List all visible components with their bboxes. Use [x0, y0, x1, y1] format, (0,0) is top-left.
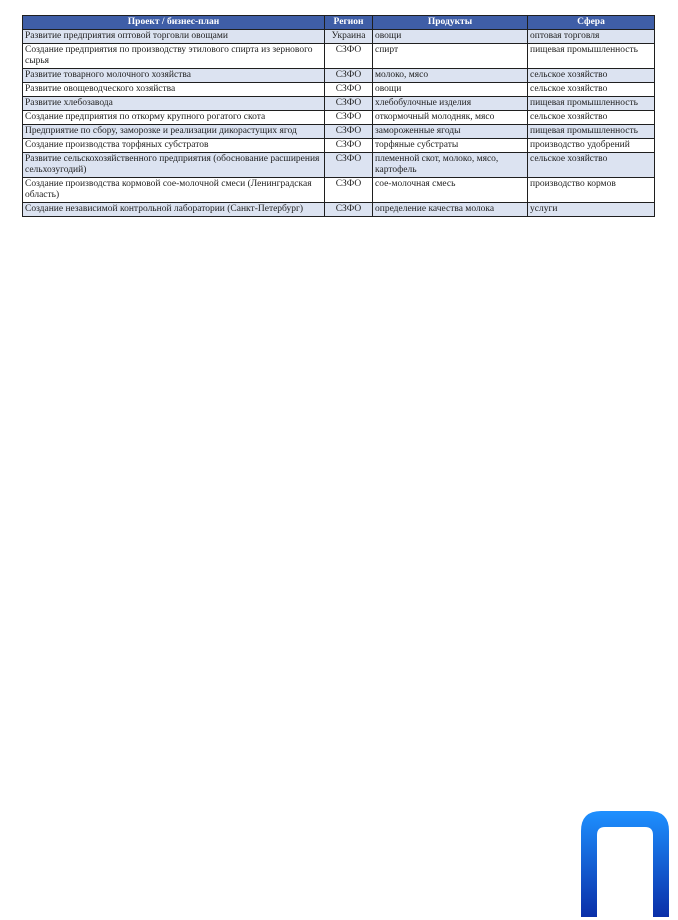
cell-region: СЗФО: [325, 178, 373, 203]
cell-region: СЗФО: [325, 125, 373, 139]
cell-project: Создание производства кормовой сое-молочной смеси (Ленинградская область): [23, 178, 325, 203]
table-row: [23, 44, 655, 69]
table-row: [23, 30, 655, 44]
cell-project: Развитие хлебозавода: [23, 97, 325, 111]
table-row: [23, 203, 655, 217]
header-region: Регион: [325, 16, 373, 30]
cell-region: СЗФО: [325, 44, 373, 69]
cell-sphere: сельское хозяйство: [528, 83, 655, 97]
table-row: [23, 97, 655, 111]
projects-table-container: [22, 15, 654, 217]
cell-sphere: оптовая торговля: [528, 30, 655, 44]
table-row: [23, 139, 655, 153]
brand-logo-icon: [579, 809, 671, 917]
cell-sphere: пищевая промышленность: [528, 125, 655, 139]
cell-project: Развитие товарного молочного хозяйства: [23, 69, 325, 83]
cell-region: СЗФО: [325, 83, 373, 97]
cell-sphere: сельское хозяйство: [528, 153, 655, 178]
cell-sphere: сельское хозяйство: [528, 69, 655, 83]
table-row: [23, 111, 655, 125]
table-header-row: [23, 16, 655, 30]
cell-sphere: производство кормов: [528, 178, 655, 203]
cell-products: определение качества молока: [373, 203, 528, 217]
cell-region: СЗФО: [325, 97, 373, 111]
cell-products: хлебобулочные изделия: [373, 97, 528, 111]
cell-project: Развитие овощеводческого хозяйства: [23, 83, 325, 97]
table-row: [23, 83, 655, 97]
cell-products: сое-молочная смесь: [373, 178, 528, 203]
cell-sphere: сельское хозяйство: [528, 111, 655, 125]
table-row: [23, 125, 655, 139]
cell-products: молоко, мясо: [373, 69, 528, 83]
cell-region: СЗФО: [325, 153, 373, 178]
cell-sphere: услуги: [528, 203, 655, 217]
cell-sphere: производство удобрений: [528, 139, 655, 153]
table-row: [23, 69, 655, 83]
cell-region: СЗФО: [325, 139, 373, 153]
cell-products: замороженные ягоды: [373, 125, 528, 139]
cell-project: Развитие сельскохозяйственного предприятия (обоснование расширения сельхозугодий): [23, 153, 325, 178]
cell-sphere: пищевая промышленность: [528, 44, 655, 69]
header-sphere: Сфера: [528, 16, 655, 30]
cell-region: СЗФО: [325, 203, 373, 217]
cell-sphere: пищевая промышленность: [528, 97, 655, 111]
cell-region: Украина: [325, 30, 373, 44]
cell-region: СЗФО: [325, 111, 373, 125]
cell-project: Создание предприятия по откорму крупного рогатого скота: [23, 111, 325, 125]
cell-project: Предприятие по сбору, заморозке и реализации дикорастущих ягод: [23, 125, 325, 139]
cell-project: Создание предприятия по производству этилового спирта из зернового сырья: [23, 44, 325, 69]
cell-products: овощи: [373, 30, 528, 44]
header-project: Проект / бизнес-план: [23, 16, 325, 30]
cell-project: Развитие предприятия оптовой торговли овощами: [23, 30, 325, 44]
cell-products: овощи: [373, 83, 528, 97]
table-row: [23, 153, 655, 178]
header-products: Продукты: [373, 16, 528, 30]
table-row: [23, 178, 655, 203]
cell-project: Создание независимой контрольной лаборатории (Санкт-Петербург): [23, 203, 325, 217]
cell-project: Создание производства торфяных субстратов: [23, 139, 325, 153]
cell-products: спирт: [373, 44, 528, 69]
cell-products: торфяные субстраты: [373, 139, 528, 153]
cell-region: СЗФО: [325, 69, 373, 83]
cell-products: племенной скот, молоко, мясо, картофель: [373, 153, 528, 178]
projects-table: [22, 15, 655, 217]
cell-products: откормочный молодняк, мясо: [373, 111, 528, 125]
